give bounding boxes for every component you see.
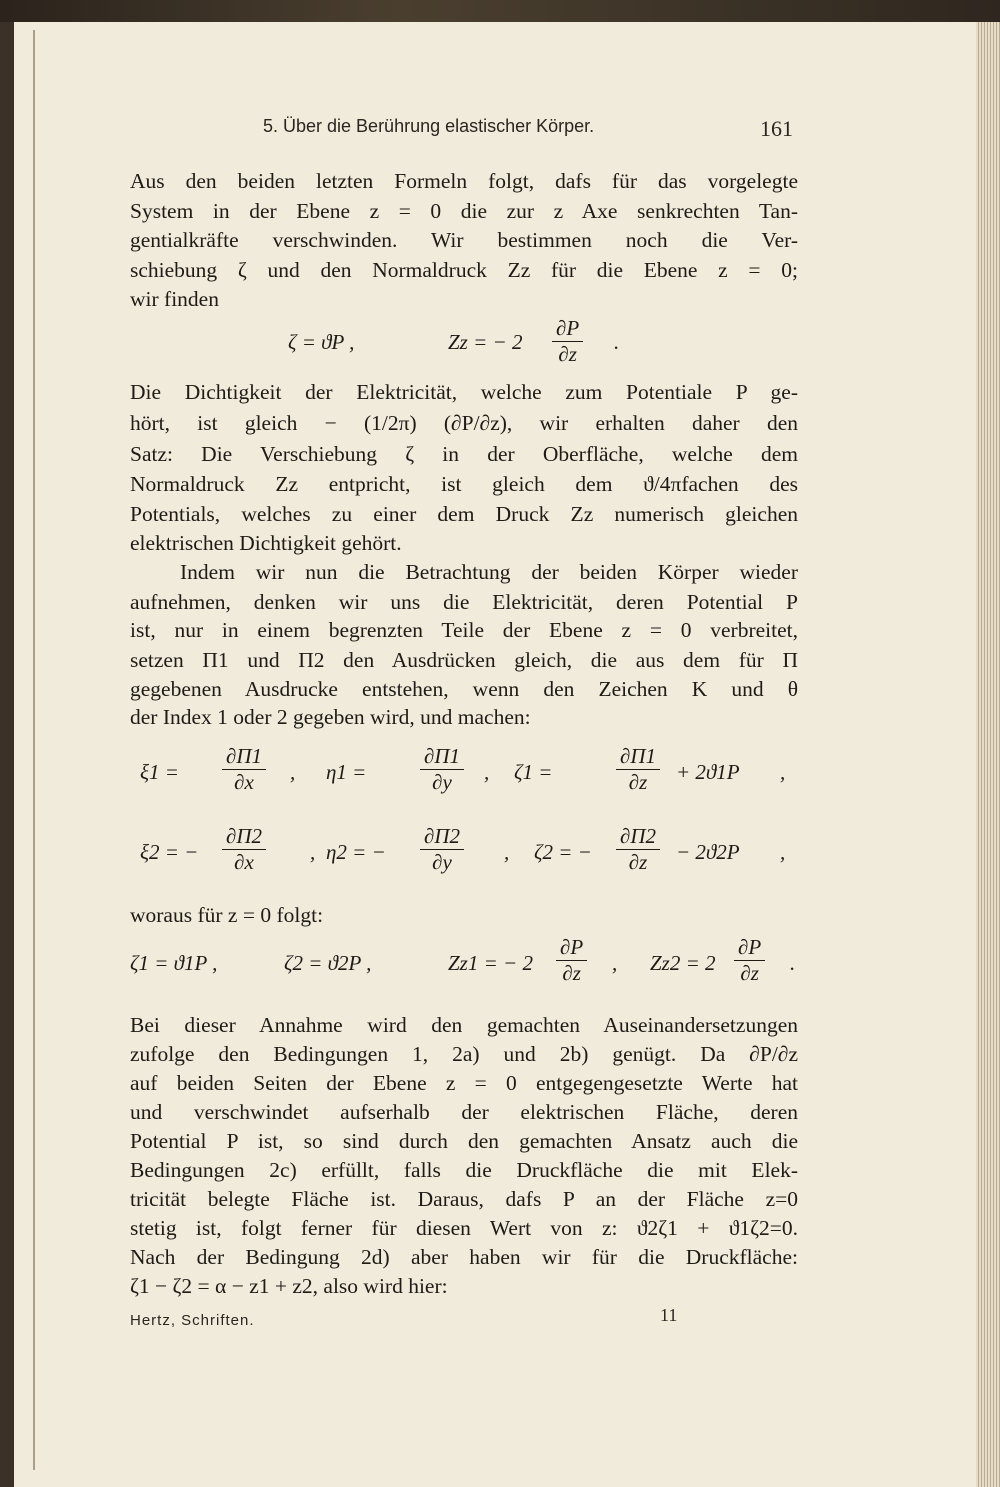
eq2-comma: , (484, 760, 490, 784)
text-line: Normaldruck Zz entpricht, ist gleich dem ϑ/4πfachen des (130, 472, 798, 496)
fraction-denominator: ∂z (562, 961, 581, 985)
fraction-denominator: ∂y (432, 850, 452, 874)
gutter-line (33, 30, 35, 1470)
eq1-end: . (614, 330, 620, 354)
eq2-xi1: ξ1 = (140, 760, 179, 784)
eq3-comma: , (780, 840, 786, 864)
fraction-numerator: ∂P (734, 935, 765, 961)
eq3-xi2: ξ2 = − (140, 840, 199, 864)
eq3-eta2: η2 = − (326, 840, 386, 864)
text-line: Aus den beiden letzten Formeln folgt, dafs für das vorgelegte (130, 169, 798, 193)
text-line: Bei dieser Annahme wird den gemachten Auseinandersetzungen (130, 1013, 798, 1037)
eq4-b: ζ2 = ϑ2P , (284, 951, 372, 975)
eq2-zeta1-fraction (616, 744, 660, 795)
eq4-a: ζ1 = ϑ1P , (130, 951, 218, 975)
text-line: stetig ist, folgt ferner für diesen Wert von z: ϑ2ζ1 + ϑ1ζ2=0. (130, 1216, 798, 1240)
text-line: Die Dichtigkeit der Elektricität, welche zum Potentiale P ge- (130, 380, 798, 404)
eq4-d-end: . (790, 951, 796, 975)
text-line: gegebenen Ausdrucke entstehen, wenn den Zeichen K und θ (130, 677, 798, 701)
eq2-zeta1: ζ1 = (514, 760, 553, 784)
eq3-eta2-fraction (420, 824, 464, 875)
text-line: aufnehmen, denken wir uns die Elektricität, deren Potential P (130, 590, 798, 614)
text-line: gentialkräfte verschwinden. Wir bestimmen noch die Ver- (130, 228, 798, 252)
text-line: setzen Π1 und Π2 den Ausdrücken gleich, die aus dem für Π (130, 648, 798, 672)
text-line: der Index 1 oder 2 gegeben wird, und machen: (130, 705, 531, 729)
text-line: zufolge den Bedingungen 1, 2a) und 2b) genügt. Da ∂P/∂z (130, 1042, 798, 1066)
text-line: woraus für z = 0 folgt: (130, 903, 324, 927)
eq2-eta1: η1 = (326, 760, 367, 784)
fraction-denominator: ∂z (740, 961, 759, 985)
text-line: wir finden (130, 287, 219, 311)
fraction-denominator: ∂y (432, 770, 452, 794)
footer-signature: Hertz, Schriften. (130, 1312, 255, 1329)
eq1-denominator: ∂z (558, 342, 577, 366)
running-header (263, 116, 793, 144)
eq3-xi2-fraction (222, 824, 266, 875)
eq3-zeta2: ζ2 = − (534, 840, 592, 864)
text-line: tricität belegte Fläche ist. Daraus, dafs P an der Fläche z=0 (130, 1187, 798, 1211)
text-line: Satz: Die Verschiebung ζ in der Oberfläche, welche dem (130, 442, 798, 466)
fraction-denominator: ∂z (628, 770, 648, 794)
text-line: elektrischen Dichtigkeit gehört. (130, 531, 402, 555)
text-line: auf beiden Seiten der Ebene z = 0 entgegengesetzte Werte hat (130, 1071, 798, 1095)
text-line: Potential P ist, so sind durch den gemachten Ansatz auch die (130, 1129, 798, 1153)
eq3-comma: , (310, 840, 316, 864)
text-line: und verschwindet aufserhalb der elektrischen Fläche, deren (130, 1100, 798, 1124)
text-line: System in der Ebene z = 0 die zur z Axe senkrechten Tan- (130, 199, 798, 223)
text-line: Indem wir nun die Betrachtung der beiden Körper wieder (180, 560, 798, 584)
eq2-eta1-fraction (420, 744, 464, 795)
text-line: schiebung ζ und den Normaldruck Zz für die Ebene z = 0; (130, 258, 798, 282)
fraction-numerator: ∂Π2 (420, 824, 464, 850)
eq4-c-fraction (556, 935, 587, 986)
fraction-numerator: ∂Π1 (222, 744, 266, 770)
equation-4 (130, 933, 800, 993)
header-title: 5. Über die Berührung elastischer Körper. (263, 116, 595, 136)
eq4-c-end: , (612, 951, 618, 975)
book-binding-edge (0, 0, 1000, 22)
eq1-mid: Zz = − 2 (448, 330, 523, 354)
text-line: Bedingungen 2c) erfüllt, falls die Druckfläche die mit Elek- (130, 1158, 798, 1182)
fraction-numerator: ∂Π1 (420, 744, 464, 770)
page-stack-edge (976, 22, 1000, 1487)
text-line: hört, ist gleich − (1/2π) (∂P/∂z), wir erhalten daher den (130, 411, 798, 435)
eq2-comma: , (290, 760, 296, 784)
text-line: ist, nur in einem begrenzten Teile der Ebene z = 0 verbreitet, (130, 618, 798, 642)
eq2-zeta1-tail: + 2ϑ1P (676, 760, 740, 784)
text-line: Potentials, welches zu einer dem Druck Zz numerisch gleichen (130, 502, 798, 526)
eq3-comma: , (504, 840, 510, 864)
equation-2 (140, 738, 800, 808)
fraction-numerator: ∂Π2 (222, 824, 266, 850)
equation-3 (140, 818, 800, 888)
eq4-d: Zz2 = 2 (650, 951, 716, 975)
eq3-zeta2-tail: − 2ϑ2P (676, 840, 740, 864)
text-line: Nach der Bedingung 2d) aber haben wir für die Druckfläche: (130, 1245, 798, 1269)
equation-1 (288, 316, 648, 376)
eq1-fraction (552, 316, 583, 367)
eq1-numerator: ∂P (552, 316, 583, 342)
signature-number: 11 (660, 1305, 678, 1325)
fraction-denominator: ∂x (234, 770, 254, 794)
page-number: 161 (760, 116, 793, 141)
eq3-zeta2-fraction (616, 824, 660, 875)
eq2-xi1-fraction (222, 744, 266, 795)
fraction-numerator: ∂P (556, 935, 587, 961)
eq1-left: ζ = ϑP , (288, 330, 355, 354)
text-line: ζ1 − ζ2 = α − z1 + z2, also wird hier: (130, 1274, 448, 1298)
fraction-denominator: ∂x (234, 850, 254, 874)
fraction-numerator: ∂Π2 (616, 824, 660, 850)
fraction-numerator: ∂Π1 (616, 744, 660, 770)
eq4-d-fraction (734, 935, 765, 986)
fraction-denominator: ∂z (628, 850, 648, 874)
eq2-comma: , (780, 760, 786, 784)
eq4-c: Zz1 = − 2 (448, 951, 533, 975)
